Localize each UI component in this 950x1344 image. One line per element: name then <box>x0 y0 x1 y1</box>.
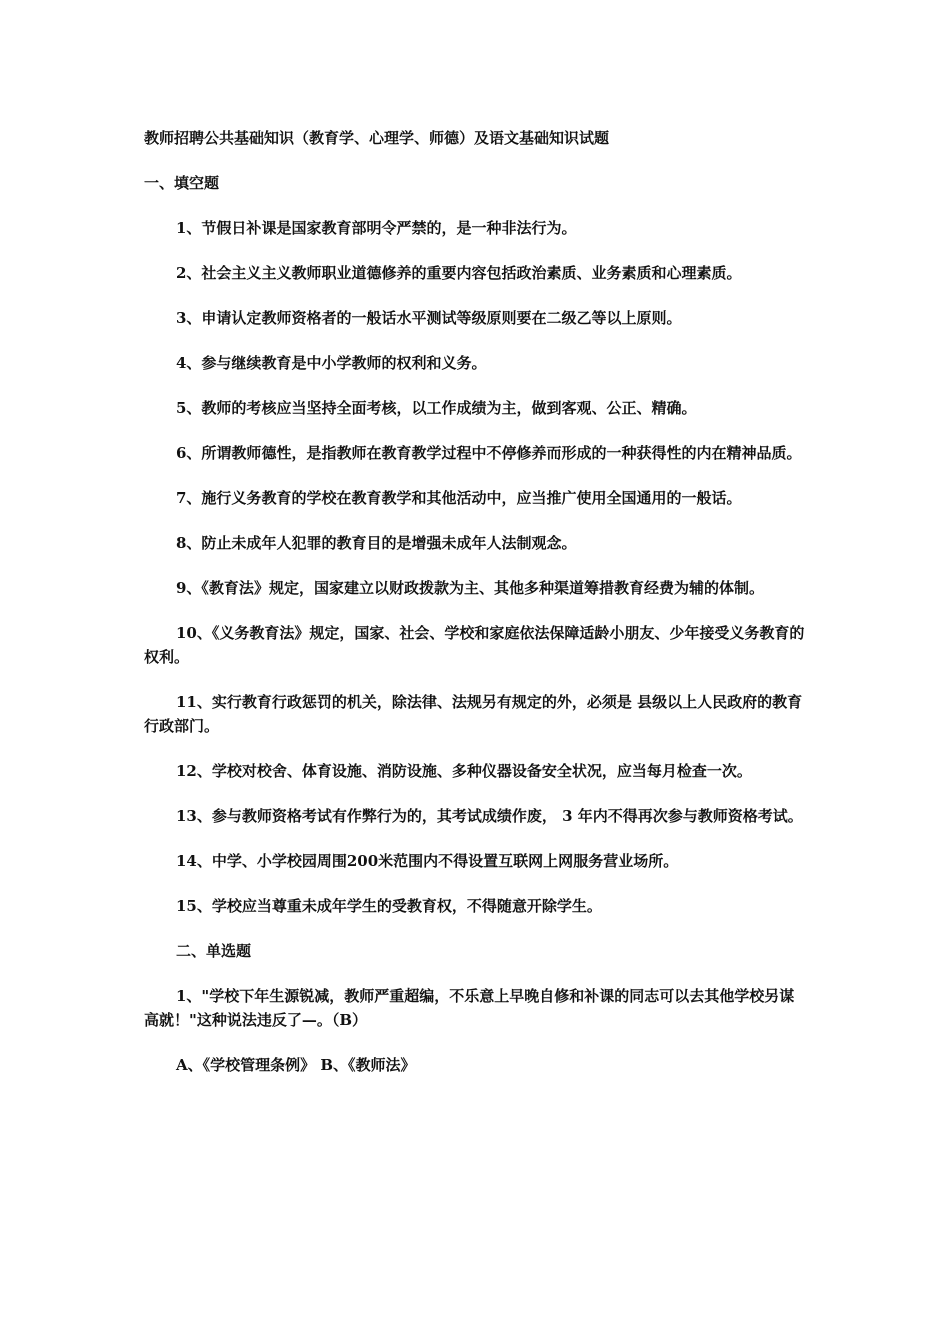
single-choice-options-1: A、《学校管理条例》 B、《教师法》 <box>176 1056 416 1074</box>
single-choice-question-1: 1、"学校下年生源锐减，教师严重超编，不乐意上早晚自修和补课的同志可以去其他学校另谋高就！"这种说法违反了—。（B） <box>144 987 795 1029</box>
fill-in-item-13: 13、参与教师资格考试有作弊行为的，其考试成绩作废， 3 年内不得再次参与教师资格考试。 <box>176 807 803 825</box>
document-body <box>144 126 808 1077</box>
fill-in-item-15: 15、学校应当尊重未成年学生的受教育权，不得随意开除学生。 <box>176 897 602 915</box>
fill-in-item-8: 8、防止未成年人犯罪的教育目的是增强未成年人法制观念。 <box>176 534 577 552</box>
section-heading-fill-in: 一、填空题 <box>144 174 220 192</box>
fill-in-item-2: 2、社会主义主义教师职业道德修养的重要内容包括政治素质、业务素质和心理素质。 <box>176 264 742 282</box>
fill-in-item-1: 1、节假日补课是国家教育部明令严禁的，是一种非法行为。 <box>176 219 577 237</box>
fill-in-item-5: 5、教师的考核应当坚持全面考核，以工作成绩为主，做到客观、公正、精确。 <box>176 399 697 417</box>
document-title: 教师招聘公共基础知识（教育学、心理学、师德）及语文基础知识试题 <box>144 129 610 147</box>
fill-in-item-10: 10、《义务教育法》规定，国家、社会、学校和家庭依法保障适龄小朋友、少年接受义务教育的权利。 <box>144 624 805 666</box>
fill-in-item-7: 7、施行义务教育的学校在教育教学和其他活动中，应当推广使用全国通用的一般话。 <box>176 489 742 507</box>
fill-in-item-3: 3、申请认定教师资格者的一般话水平测试等级原则要在二级乙等以上原则。 <box>176 309 682 327</box>
fill-in-item-11: 11、实行教育行政惩罚的机关，除法律、法规另有规定的外，必须是 县级以上人民政府的教育行政部门。 <box>144 693 803 735</box>
fill-in-item-9: 9、《教育法》规定，国家建立以财政拨款为主、其他多种渠道筹措教育经费为辅的体制。 <box>176 579 764 597</box>
fill-in-item-14: 14、中学、小学校园周围200米范围内不得设置互联网上网服务营业场所。 <box>176 852 679 870</box>
section-heading-single-choice: 二、单选题 <box>176 942 252 960</box>
fill-in-item-12: 12、学校对校舍、体育设施、消防设施、多种仪器设备安全状况，应当每月检查一次。 <box>176 762 752 780</box>
fill-in-item-4: 4、参与继续教育是中小学教师的权利和义务。 <box>176 354 487 372</box>
fill-in-item-6: 6、所谓教师德性，是指教师在教育教学过程中不停修养而形成的一种获得性的内在精神品质。 <box>176 444 802 462</box>
